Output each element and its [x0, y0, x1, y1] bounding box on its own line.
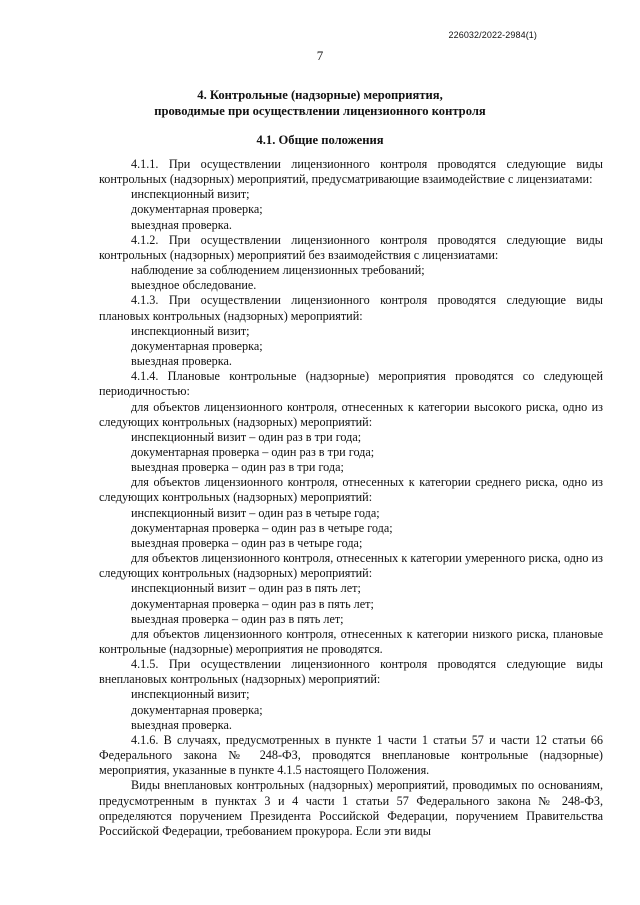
list-item: инспекционный визит;: [131, 323, 250, 338]
list-item: выездное обследование.: [131, 278, 257, 293]
list-item: документарная проверка;: [131, 202, 263, 217]
list-item: выездная проверка.: [131, 717, 232, 732]
paragraph: 4.1.6. В случаях, предусмотренных в пункте 1 части 1 статьи 57 и части 12 статьи 66 Федерального закона № 248-ФЗ, проводятся внеплановые контрольные (надзорные) мероприятия, указанные в пункте 4.1.5 настоящего Положения.: [99, 732, 603, 778]
list-item: инспекционный визит – один раз в четыре года;: [131, 505, 380, 520]
list-item: инспекционный визит;: [131, 687, 250, 702]
subsection-heading: 4.1. Общие положения: [256, 133, 384, 147]
list-item: выездная проверка.: [131, 354, 232, 369]
document-id: 226032/2022-2984(1): [448, 30, 537, 40]
section-heading-line-2: проводимые при осуществлении лицензионного контроля: [154, 104, 486, 118]
paragraph: 4.1.5. При осуществлении лицензионного контроля проводятся следующие виды внеплановых контрольных (надзорных) мероприятий:: [99, 657, 603, 687]
list-item: документарная проверка – один раз в пять лет;: [131, 596, 374, 611]
paragraph: 4.1.4. Плановые контрольные (надзорные) мероприятия проводятся со следующей периодичностью:: [99, 369, 603, 399]
list-item: инспекционный визит – один раз в три года;: [131, 429, 362, 444]
list-item: инспекционный визит – один раз в пять лет;: [131, 581, 361, 596]
list-item: наблюдение за соблюдением лицензионных требований;: [131, 263, 425, 278]
section-heading: [0, 87, 640, 119]
paragraph: для объектов лицензионного контроля, отнесенных к категории умеренного риска, одно из следующих контрольных (надзорных) мероприятий:: [99, 551, 603, 581]
section-heading-line-1: 4. Контрольные (надзорные) мероприятия,: [197, 88, 443, 102]
list-item: выездная проверка – один раз в четыре года;: [131, 535, 363, 550]
paragraph: 4.1.1. При осуществлении лицензионного контроля проводятся следующие виды контрольных (надзорных) мероприятий, предусматривающие взаимодействие с лицензиатами:: [99, 157, 603, 187]
paragraph: Виды внеплановых контрольных (надзорных) мероприятий, проводимых по основаниям, предусмотренным в пунктах 3 и 4 части 1 статьи 57 Федерального закона № 248-ФЗ, определяются поручением Президента Российской Федерации, поручением Правительства Российской Федерации, требованием прокурора. Если эти виды: [99, 778, 603, 838]
page-number: 7: [316, 48, 324, 63]
paragraph: 4.1.3. При осуществлении лицензионного контроля проводятся следующие виды плановых контрольных (надзорных) мероприятий:: [99, 293, 603, 323]
list-item: документарная проверка – один раз в три года;: [131, 444, 375, 459]
list-item: документарная проверка – один раз в четыре года;: [131, 520, 393, 535]
document-body: [99, 157, 603, 839]
list-item: выездная проверка – один раз в пять лет;: [131, 611, 344, 626]
paragraph: 4.1.2. При осуществлении лицензионного контроля проводятся следующие виды контрольных (надзорных) мероприятий без взаимодействия с лицензиатами:: [99, 232, 603, 262]
list-item: инспекционный визит;: [131, 187, 250, 202]
list-item: документарная проверка;: [131, 702, 263, 717]
paragraph: для объектов лицензионного контроля, отнесенных к категории высокого риска, одно из следующих контрольных (надзорных) мероприятий:: [99, 399, 603, 429]
paragraph: для объектов лицензионного контроля, отнесенных к категории среднего риска, одно из следующих контрольных (надзорных) мероприятий:: [99, 475, 603, 505]
paragraph: для объектов лицензионного контроля, отнесенных к категории низкого риска, плановые контрольные (надзорные) мероприятия не проводятся.: [99, 626, 603, 656]
list-item: выездная проверка – один раз в три года;: [131, 460, 344, 475]
list-item: выездная проверка.: [131, 217, 232, 232]
list-item: документарная проверка;: [131, 338, 263, 353]
